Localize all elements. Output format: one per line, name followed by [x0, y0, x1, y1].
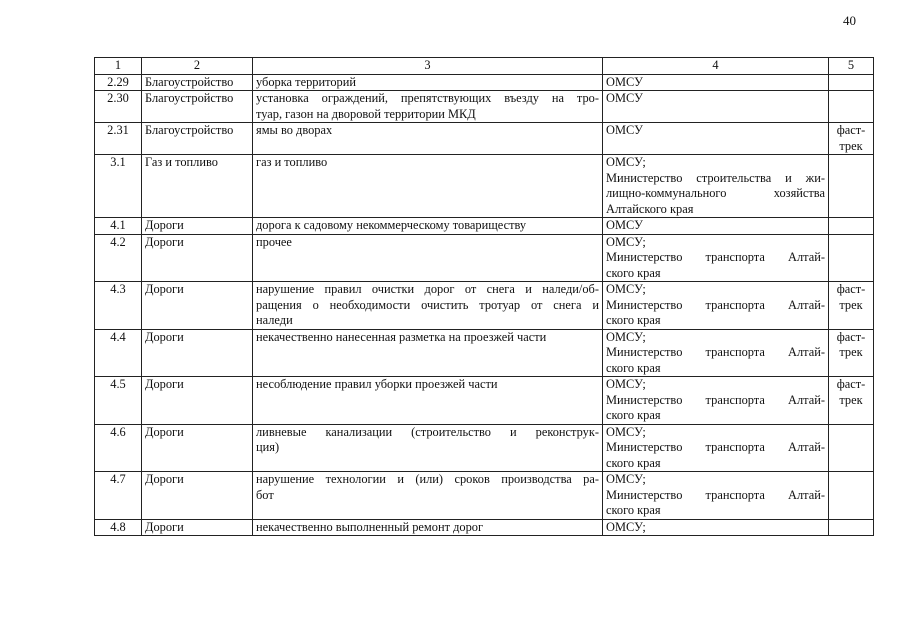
row-responsible	[603, 424, 829, 472]
responsible-line: ского края	[606, 455, 661, 470]
row-mark	[829, 472, 874, 520]
row-category: Дороги	[142, 282, 253, 330]
topic-line: некачественно нанесенная разметка на проезжей части	[256, 329, 547, 344]
row-category: Дороги	[142, 424, 253, 472]
row-number: 4.5	[95, 377, 142, 425]
row-number: 4.8	[95, 519, 142, 536]
row-category: Благоустройство	[142, 91, 253, 123]
table-row	[95, 519, 874, 536]
responsible-line: Министерство транспорта Алтай-	[606, 440, 825, 454]
table-header-row	[95, 58, 874, 75]
mark-line: фаст-	[836, 282, 866, 296]
table-row	[95, 91, 874, 123]
row-number: 4.7	[95, 472, 142, 520]
responsible-line: Министерство транспорта Алтай-	[606, 345, 825, 359]
column-header-3: 3	[253, 58, 603, 75]
topic-line: ция)	[256, 440, 280, 454]
responsible-line: Министерство транспорта Алтай-	[606, 392, 825, 407]
topic-line: уборка территорий	[256, 74, 356, 89]
row-responsible	[603, 377, 829, 425]
page-number: 40	[843, 13, 856, 28]
table-row	[95, 424, 874, 472]
row-responsible	[603, 472, 829, 520]
responsible-line: ского края	[606, 360, 661, 375]
mark-line: трек	[839, 345, 863, 359]
row-number: 4.4	[95, 329, 142, 377]
row-category: Дороги	[142, 218, 253, 235]
row-responsible	[603, 155, 829, 218]
responsible-line: ского края	[606, 313, 661, 327]
row-mark	[829, 329, 874, 377]
row-responsible	[603, 74, 829, 91]
table-row	[95, 472, 874, 520]
row-mark	[829, 91, 874, 123]
topic-line: ямы во дворах	[256, 123, 333, 137]
responsible-line: ОМСУ;	[606, 519, 646, 534]
topic-line: некачественно выполненный ремонт дорог	[256, 519, 484, 534]
topic-line: дорога к садовому некоммерческому товариществу	[256, 218, 527, 232]
row-topic	[253, 155, 603, 218]
table-row	[95, 329, 874, 377]
responsible-line: Министерство транспорта Алтай-	[606, 297, 825, 312]
topic-line: нарушение технологии и (или) сроков производства ра-	[256, 472, 599, 486]
column-header-2: 2	[142, 58, 253, 75]
topic-line: ращения о необходимости очистить тротуар от снега и	[256, 297, 599, 312]
row-number: 4.3	[95, 282, 142, 330]
responsible-line: ского края	[606, 503, 661, 517]
row-responsible	[603, 91, 829, 123]
table-body	[95, 74, 874, 536]
row-topic	[253, 123, 603, 155]
row-responsible	[603, 519, 829, 536]
row-topic	[253, 377, 603, 425]
responsible-line: ОМСУ;	[606, 155, 646, 169]
row-responsible	[603, 282, 829, 330]
row-number: 4.6	[95, 424, 142, 472]
topic-line: бот	[256, 487, 274, 502]
responsible-line: ОМСУ	[606, 123, 643, 137]
responsible-line: ского края	[606, 408, 661, 422]
table-row	[95, 155, 874, 218]
topic-line: туар, газон на дворовой территории МКД	[256, 106, 476, 121]
row-category: Дороги	[142, 329, 253, 377]
responsible-line: лищно-коммунального хозяйства	[606, 186, 825, 200]
row-number: 4.1	[95, 218, 142, 235]
mark-line: фаст-	[836, 377, 866, 391]
topic-line: нарушение правил очистки дорог от снега и наледи/об-	[256, 282, 599, 296]
topic-line: прочее	[256, 234, 292, 249]
mark-line: фаст-	[836, 123, 866, 137]
row-responsible	[603, 123, 829, 155]
topic-line: газ и топливо	[256, 155, 328, 169]
responsible-line: ОМСУ;	[606, 329, 646, 344]
row-responsible	[603, 234, 829, 282]
responsible-line: Министерство транспорта Алтай-	[606, 250, 825, 264]
row-topic	[253, 472, 603, 520]
column-header-1: 1	[95, 58, 142, 75]
row-topic	[253, 74, 603, 91]
responsible-line: Министерство транспорта Алтай-	[606, 487, 825, 502]
row-mark	[829, 377, 874, 425]
row-number: 4.2	[95, 234, 142, 282]
row-category: Дороги	[142, 519, 253, 536]
topic-line: установка ограждений, препятствующих въезду на тро-	[256, 91, 599, 105]
row-category: Дороги	[142, 472, 253, 520]
table-row	[95, 282, 874, 330]
responsible-line: ОМСУ	[606, 91, 643, 105]
column-header-4: 4	[603, 58, 829, 75]
row-topic	[253, 424, 603, 472]
row-mark	[829, 123, 874, 155]
row-mark	[829, 218, 874, 235]
row-category: Благоустройство	[142, 123, 253, 155]
row-category: Благоустройство	[142, 74, 253, 91]
row-topic	[253, 91, 603, 123]
table-row	[95, 218, 874, 235]
row-mark	[829, 282, 874, 330]
row-topic	[253, 329, 603, 377]
mark-line: трек	[839, 297, 863, 312]
row-number: 2.29	[95, 74, 142, 91]
row-topic	[253, 218, 603, 235]
column-header-5: 5	[829, 58, 874, 75]
table-row	[95, 123, 874, 155]
responsible-line: ОМСУ	[606, 74, 643, 89]
topic-line: наледи	[256, 313, 293, 327]
topic-line: ливневые канализации (строительство и реконструк-	[256, 424, 599, 439]
responsible-line: ОМСУ;	[606, 424, 646, 439]
responsible-line: ского края	[606, 265, 661, 280]
row-mark	[829, 234, 874, 282]
row-number: 3.1	[95, 155, 142, 218]
mark-line: трек	[839, 138, 863, 153]
responsible-line: Министерство строительства и жи-	[606, 170, 825, 185]
table-row	[95, 377, 874, 425]
topic-line: несоблюдение правил уборки проезжей части	[256, 377, 498, 391]
row-number: 2.30	[95, 91, 142, 123]
responsible-line: ОМСУ;	[606, 377, 646, 391]
row-responsible	[603, 329, 829, 377]
row-mark	[829, 519, 874, 536]
mark-line: фаст-	[836, 329, 866, 344]
row-number: 2.31	[95, 123, 142, 155]
responsible-line: ОМСУ;	[606, 472, 646, 486]
row-mark	[829, 155, 874, 218]
responsible-line: ОМСУ	[606, 218, 643, 232]
document-table	[94, 57, 874, 536]
responsible-line: Алтайского края	[606, 201, 694, 216]
table-row	[95, 234, 874, 282]
mark-line: трек	[839, 392, 863, 407]
row-category: Газ и топливо	[142, 155, 253, 218]
row-mark	[829, 74, 874, 91]
table-row	[95, 74, 874, 91]
responsible-line: ОМСУ;	[606, 234, 646, 249]
row-topic	[253, 234, 603, 282]
row-mark	[829, 424, 874, 472]
responsible-line: ОМСУ;	[606, 282, 646, 296]
row-topic	[253, 282, 603, 330]
row-topic	[253, 519, 603, 536]
row-category: Дороги	[142, 377, 253, 425]
row-responsible	[603, 218, 829, 235]
row-category: Дороги	[142, 234, 253, 282]
